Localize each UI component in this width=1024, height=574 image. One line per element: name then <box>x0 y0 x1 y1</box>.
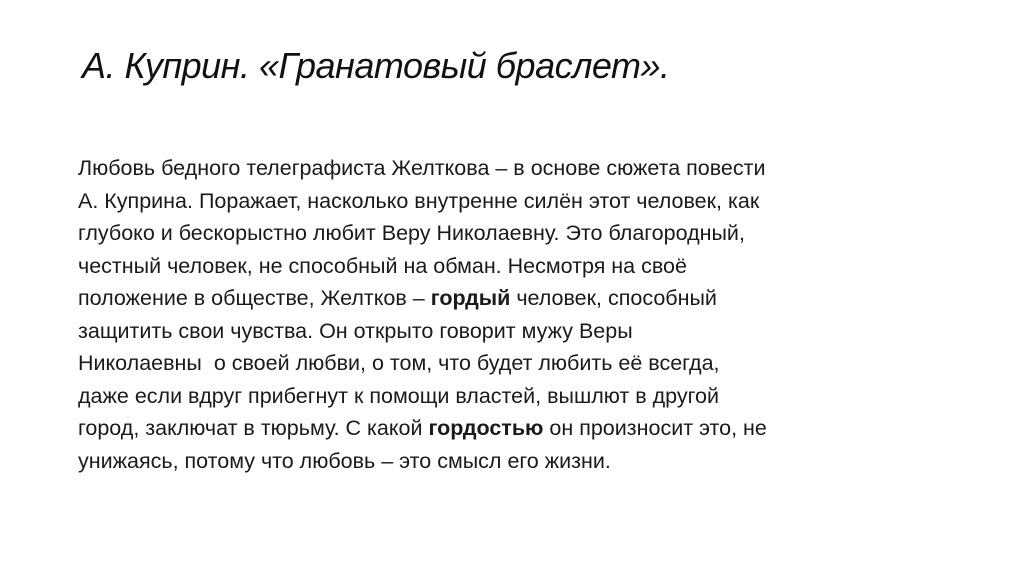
slide-title: А. Куприн. «Гранатовый браслет». <box>82 45 670 86</box>
body-line <box>78 282 958 315</box>
body-text-segment: положение в обществе, Желтков – <box>78 286 431 310</box>
body-line: А. Куприна. Поражает, насколько внутренне силён этот человек, как <box>78 188 760 213</box>
emphasis-gordyi: гордый <box>430 286 511 310</box>
body-line: защитить свои чувства. Он открыто говорит мужу Веры <box>78 318 633 343</box>
body-line: Любовь бедного телеграфиста Желткова – в основе сюжета повести <box>78 156 766 180</box>
body-line: даже если вдруг прибегнут к помощи властей, вышлют в другой <box>78 383 719 408</box>
body-line: унижаясь, потому что любовь – это смысл его жизни. <box>78 448 611 473</box>
body-line <box>78 412 958 445</box>
body-text-segment: человек, способный <box>510 286 717 310</box>
body-line: Николаевны о своей любви, о том, что будет любить её всегда, <box>78 351 720 375</box>
body-line: глубоко и бескорыстно любит Веру Николаевну. Это благородный, <box>78 221 745 245</box>
body-line: честный человек, не способный на обман. Несмотря на своё <box>78 253 687 278</box>
body-text-segment: город, заключат в тюрьму. С какой <box>78 416 429 440</box>
emphasis-gordostyu: гордостью <box>428 416 544 440</box>
slide-body-text <box>78 152 958 477</box>
body-text-segment: он произносит это, не <box>543 416 767 440</box>
